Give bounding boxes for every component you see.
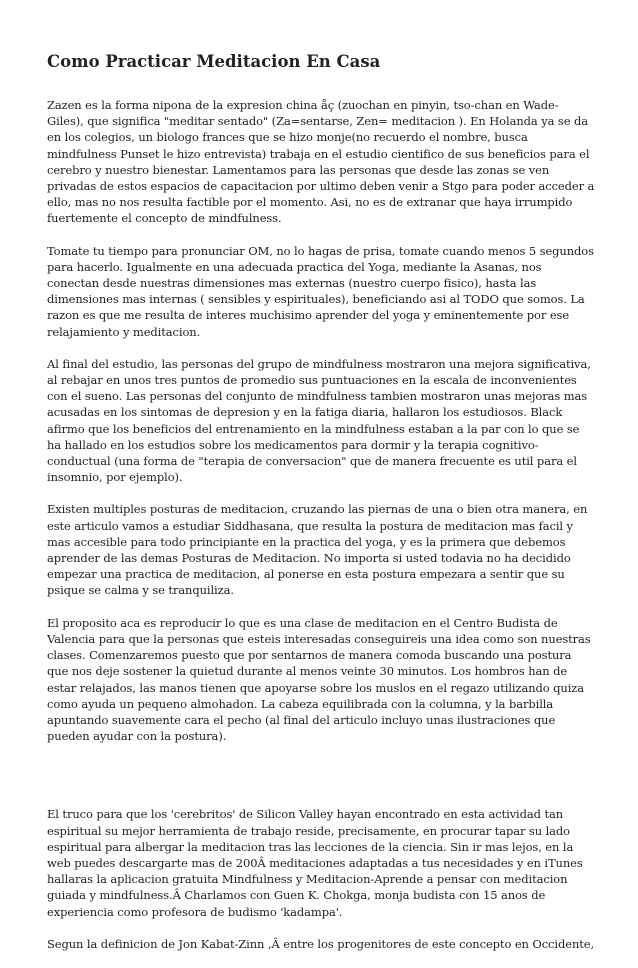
paragraph-zazen: Zazen es la forma nipona de la expresion china åç (zuochan en pinyin, tso-chan en Wade-Giles), que significa "meditar sentado" (Za=sentarse, Zen= meditacion ). En Holanda ya se da en los colegios, un biologo frances que se hizo monje(no recuerdo el nombre, busca mindfulness Punset le hizo entrevista) trabaja en el estudio cientifico de sus beneficios para el cerebro y nuestro bienestar. Lamentamos para las personas que desde las zonas se ven privadas de estos espacios de capacitacion por ultimo deben venir a Stgo para poder acceder a ello, mas no nos resulta factible por el momento. Asi, no es de extranar que haya irrumpido fuertemente el concepto de mindfulness. (47, 98, 595, 226)
paragraph-study: Al final del estudio, las personas del grupo de mindfulness mostraron una mejora significativa, al rebajar en unos tres puntos de promedio sus puntuaciones en la escala de inconvenientes con el sueno. Las personas del conjunto de mindfulness tambien mostraron unas mejoras mas acusadas en los sintomas de depresion y en la fatiga diaria, hallaron los estudiosos. Black afirmo que los beneficios del entrenamiento en la mindfulness estaban a la par con lo que se ha hallado en los estudios sobre los medicamentos para dormir y la terapia cognitivo-conductual (una forma de "terapia de conversacion" que de manera frecuente es util para el insomnio, por ejemplo). (47, 356, 591, 485)
document-page (47, 52, 595, 968)
paragraph-postures: Existen multiples posturas de meditacion, cruzando las piernas de una o bien otra manera, en este articulo vamos a estudiar Siddhasana, que resulta la postura de meditacion mas facil y mas accesible para todo principiante en la practica del yoga, y es la primera que debemos aprender de las demas Posturas de Meditacion. No importa si usted todavia no ha decidido empezar una practica de meditacion, al ponerse en esta postura empezara a sentir que su psique se calma y se tranquiliza. (47, 502, 588, 598)
paragraph-silicon-valley: El truco para que los 'cerebritos' de Silicon Valley hayan encontrado en esta actividad tan espiritual su mejor herramienta de trabajo reside, precisamente, en procurar tapar su lado espiritual para albergar la meditacion tras las lecciones de la ciencia. Sin ir mas lejos, en la web puedes descargarte mas de 200Â meditaciones adaptadas a tus necesidades y en iTunes hallaras la aplicacion gratuita Mindfulness y Meditacion-Aprende a pensar con meditacion guiada y mindfulness.Â Charlamos con Guen K. Chokga, monja budista con 15 anos de experiencia como profesora de budismo 'kadampa'. (47, 807, 583, 919)
document-title: Como Practicar Meditacion En Casa (47, 52, 381, 71)
paragraph-purpose: El proposito aca es reproducir lo que es una clase de meditacion en el Centro Budista de Valencia para que la personas que esteis interesadas conseguireis una idea como son nuestras clases. Comenzaremos puesto que por sentarnos de manera comoda buscando una postura que nos deje sostener la quietud durante al menos veinte 30 minutos. Los hombros han de estar relajados, las manos tienen que apoyarse sobre los muslos en el regazo utilizando quiza como ayuda un pequeno almohadon. La cabeza equilibrada con la columna, y la barbilla apuntando suavemente cara el pecho (al final del articulo incluyo unas ilustraciones que pueden ayudar con la postura). (47, 615, 591, 744)
paragraph-kabat-zinn: Segun la definicion de Jon Kabat-Zinn ,Â entre los progenitores de este concepto en Occidente, (47, 936, 595, 951)
paragraph-om: Tomate tu tiempo para pronunciar OM, no lo hagas de prisa, tomate cuando menos 5 segundos para hacerlo. Igualmente en una adecuada practica del Yoga, mediante la Asanas, nos conectan desde nuestras dimensiones mas externas (nuestro cuerpo fisico), hasta las dimensiones mas internas ( sensibles y espirituales), beneficiando asi al TODO que somos. La razon es que me resulta de interes muchisimo aprender del yoga y eminentemente por ese relajamiento y meditacion. (47, 243, 594, 339)
